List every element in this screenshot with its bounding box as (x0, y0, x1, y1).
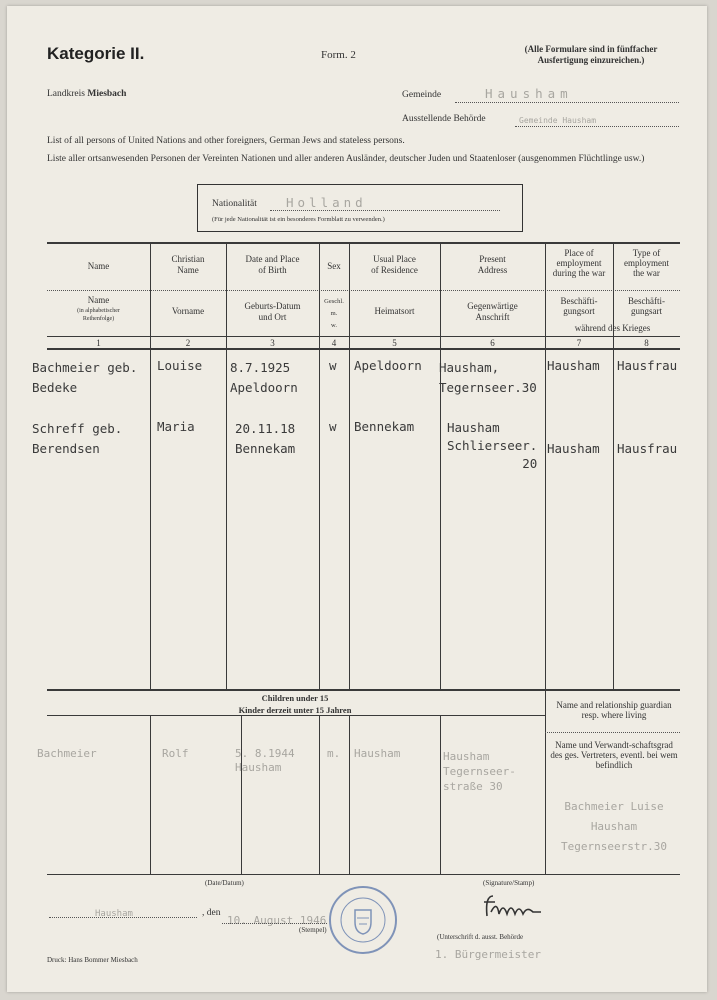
col-num: 3 (270, 338, 275, 348)
col-type-emp-de: Beschäfti- gungsart (628, 296, 665, 316)
intro-english: List of all persons of United Nations and other foreigners, German Jews and stateless persons. (47, 136, 405, 146)
nationality-value: Holland (286, 195, 367, 210)
child-name: Bachmeier (37, 747, 97, 760)
place-value: Hausham (95, 909, 133, 919)
col-num: 6 (490, 338, 495, 348)
form-page (7, 6, 707, 992)
col-place-emp-de: Beschäfti- gungsort (560, 296, 598, 316)
row2-name: Schreff geb. Berendsen (32, 421, 123, 456)
row2-vorname: Maria (157, 419, 195, 434)
row1-place-emp: Hausham (547, 358, 600, 373)
child-address: Hausham Tegernseer- straße 30 (443, 750, 516, 793)
signature-note: (Unterschrift d. ausst. Behörde (437, 933, 524, 941)
den-label: , den (202, 908, 221, 918)
col-num: 5 (392, 338, 397, 348)
row1-name: Bachmeier geb. Bedeke (32, 360, 138, 395)
row1-residence: Apeldoorn (354, 358, 422, 373)
row1-birth: 8.7.1925 Apeldoorn (230, 360, 298, 395)
col-name-de: Name (87, 295, 110, 305)
guardian-header-en: Name and relationship guardian resp. where living (556, 700, 672, 720)
gemeinde-label: Gemeinde (402, 90, 442, 100)
child-guardian: Bachmeier Luise Hausham Tegernseerstr.30 (561, 800, 667, 853)
col-name-en: Name (87, 261, 110, 271)
row2-place-emp: Hausham (547, 441, 600, 456)
col-num: 8 (644, 338, 649, 348)
official-stamp (327, 884, 399, 956)
signature-caption: (Signature/Stamp) (483, 879, 535, 887)
child-residence: Hausham (354, 747, 401, 760)
nationality-note: (Für jede Nationalität ist ein besonderes Formblatt zu verwenden.) (212, 216, 385, 223)
form-number: Form. 2 (321, 49, 356, 61)
stamp-caption: (Stempel) (299, 926, 327, 934)
col-name-de-note: (in alphabetischer Reihenfolge) (77, 308, 120, 322)
col-christian-en: Christian Name (171, 254, 205, 275)
war-period-note: während des Krieges (574, 323, 651, 333)
col-num: 1 (96, 338, 101, 348)
signature-mark (481, 890, 551, 922)
copies-note: (Alle Formulare sind in fünffacher Ausfertigung einzureichen.) (524, 44, 658, 65)
col-type-emp-en: Type of employment the war (624, 248, 669, 278)
col-num: 4 (331, 338, 337, 348)
date-value: 10. August 1946 (227, 914, 327, 927)
children-title-en: Children under 15 (261, 693, 329, 703)
col-address-en: Present Address (477, 254, 508, 275)
landkreis-value: Miesbach (87, 89, 127, 99)
printer-credit: Druck: Hans Bommer Miesbach (47, 956, 138, 964)
row2-sex: w (329, 419, 337, 434)
authority-value: Gemeinde Hausham (519, 116, 597, 125)
row2-type-emp: Hausfrau (617, 441, 678, 456)
date-caption: (Date/Datum) (205, 879, 244, 887)
row2-birth: 20.11.18 Bennekam (235, 421, 296, 456)
mayor-title: 1. Bürgermeister (435, 948, 541, 961)
gemeinde-value: Hausham (485, 86, 573, 101)
nationality-label: Nationalität (212, 199, 257, 209)
guardian-header-de: Name und Verwandt-schaftsgrad des ges. Vertreters, eventl. bei wem befindlich (550, 740, 678, 770)
col-christian-de: Vorname (171, 306, 205, 316)
col-residence-en: Usual Place of Residence (371, 254, 418, 275)
nationality-box (197, 184, 523, 232)
col-sex-de: Geschl. m. w. (324, 298, 344, 329)
child-vorname: Rolf (162, 747, 189, 760)
row1-type-emp: Hausfrau (617, 358, 678, 373)
row2-residence: Bennekam (354, 419, 415, 434)
intro-german: Liste aller ortsanwesenden Personen der Vereinten Nationen und aller anderen Ausländer, deutscher Juden und Staatenloser (ausgenommen Flüchtlinge usw.) (47, 154, 645, 164)
col-residence-de: Heimatsort (374, 306, 415, 316)
landkreis-label: Landkreis Miesbach (47, 89, 127, 99)
col-num: 7 (576, 338, 582, 348)
child-sex: m. (327, 747, 341, 760)
category-title: Kategorie II. (47, 44, 145, 63)
col-num: 2 (185, 338, 191, 348)
row1-vorname: Louise (157, 358, 203, 373)
col-place-emp-en: Place of employment during the war (552, 248, 606, 278)
children-title-de: Kinder derzeit unter 15 Jahren (238, 705, 352, 715)
col-date-de: Geburts-Datum und Ort (244, 301, 301, 322)
col-date-en: Date and Place of Birth (245, 254, 300, 275)
child-birth: 5. 8.1944 Hausham (235, 747, 295, 774)
col-sex-en: Sex (327, 261, 341, 271)
col-address-de: Gegenwärtige Anschrift (467, 301, 518, 322)
row1-address: Hausham, Tegernseer.30 (439, 360, 537, 395)
row2-address: Hausham Schlierseer. 20 (447, 420, 538, 471)
row1-sex: w (329, 358, 337, 373)
authority-label: Ausstellende Behörde (402, 114, 486, 124)
